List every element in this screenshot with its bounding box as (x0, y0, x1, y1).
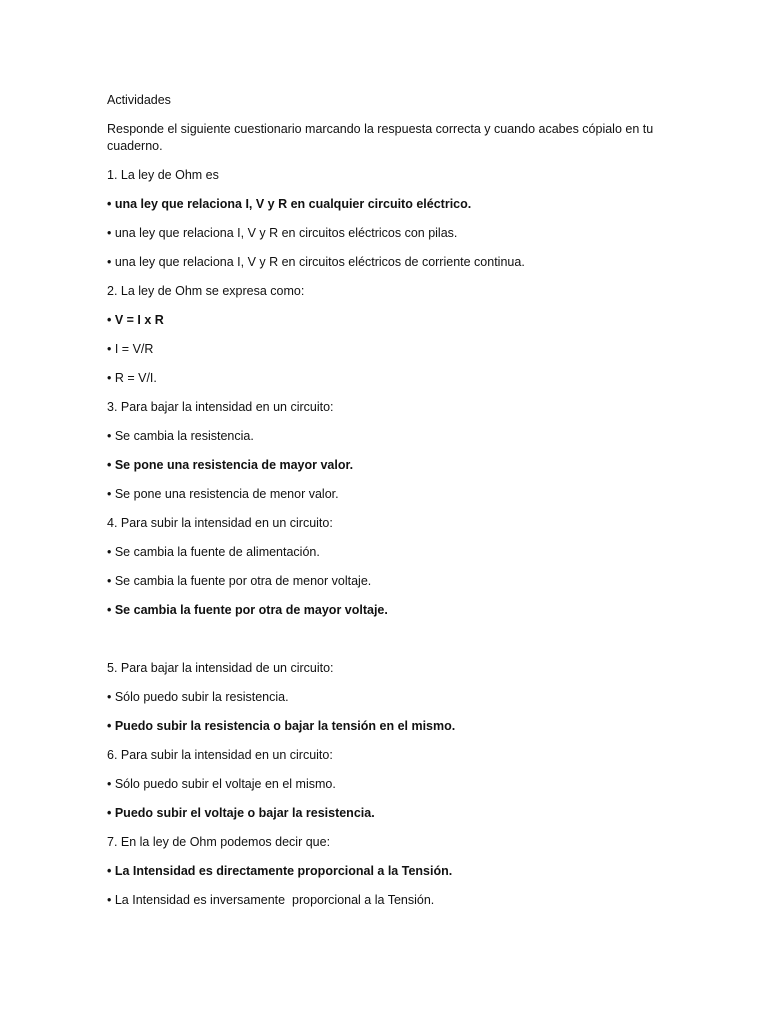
question-2-option-3: • R = V/I. (107, 371, 157, 385)
question-4-option-2: • Se cambia la fuente por otra de menor voltaje. (107, 574, 372, 588)
question-2-option-1: • V = I x R (107, 313, 164, 327)
question-1: 1. La ley de Ohm es (107, 168, 219, 182)
question-5-option-2: • Puedo subir la resistencia o bajar la tensión en el mismo. (107, 719, 456, 733)
question-5: 5. Para bajar la intensidad de un circuito: (107, 661, 334, 675)
question-7-option-1: • La Intensidad es directamente proporcional a la Tensión. (107, 864, 453, 878)
question-4-option-1: • Se cambia la fuente de alimentación. (107, 545, 320, 559)
question-5-option-1: • Sólo puedo subir la resistencia. (107, 690, 289, 704)
question-4-option-3: • Se cambia la fuente por otra de mayor voltaje. (107, 603, 388, 617)
question-3-option-1: • Se cambia la resistencia. (107, 429, 254, 443)
question-6-option-1: • Sólo puedo subir el voltaje en el mismo. (107, 777, 336, 791)
instructions-text: Responde el siguiente cuestionario marcando la respuesta correcta y cuando acabes cópialo en tu cuaderno. (107, 122, 654, 153)
question-1-option-3: • una ley que relaciona I, V y R en circuitos eléctricos de corriente continua. (107, 255, 525, 269)
question-1-option-2: • una ley que relaciona I, V y R en circuitos eléctricos con pilas. (107, 226, 458, 240)
question-6-option-2: • Puedo subir el voltaje o bajar la resistencia. (107, 806, 375, 820)
question-3-option-3: • Se pone una resistencia de menor valor. (107, 487, 339, 501)
question-1-option-1: • una ley que relaciona I, V y R en cualquier circuito eléctrico. (107, 197, 472, 211)
page-title: Actividades (107, 93, 171, 107)
question-4: 4. Para subir la intensidad en un circuito: (107, 516, 333, 530)
question-2: 2. La ley de Ohm se expresa como: (107, 284, 305, 298)
question-2-option-2: • I = V/R (107, 342, 154, 356)
question-3: 3. Para bajar la intensidad en un circuito: (107, 400, 334, 414)
question-6: 6. Para subir la intensidad en un circuito: (107, 748, 333, 762)
document-page (107, 92, 667, 909)
question-7-option-2: • La Intensidad es inversamente proporcional a la Tensión. (107, 893, 435, 907)
question-3-option-2: • Se pone una resistencia de mayor valor. (107, 458, 354, 472)
question-7: 7. En la ley de Ohm podemos decir que: (107, 835, 331, 849)
